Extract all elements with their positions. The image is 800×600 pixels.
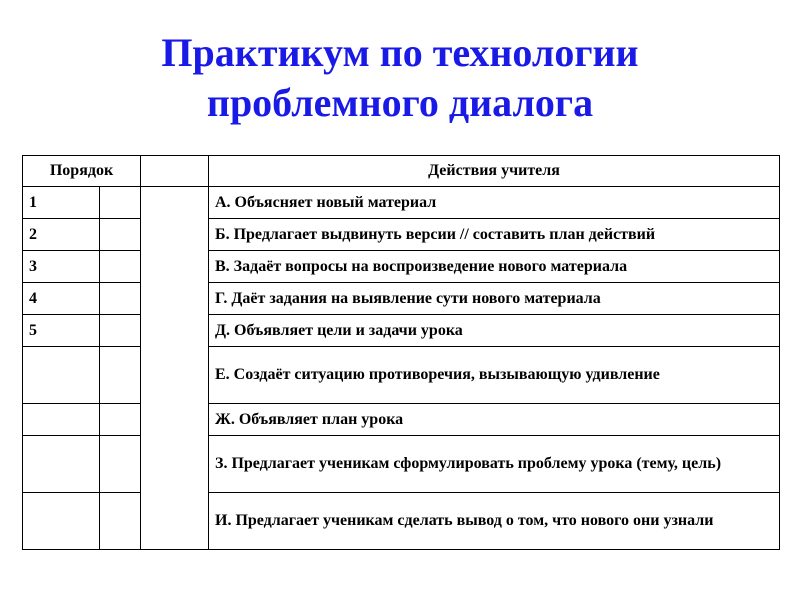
teacher-action: Е. Создаёт ситуацию противоречия, вызывающую удивление (209, 347, 780, 404)
answer-cell (100, 404, 141, 436)
answer-cell (100, 436, 141, 493)
page-title (0, 28, 800, 128)
table-row (23, 315, 780, 347)
row-number: 5 (23, 315, 100, 347)
row-number (23, 347, 100, 404)
table-row (23, 436, 780, 493)
answer-cell (100, 347, 141, 404)
table-header-row (23, 156, 780, 187)
answer-cell (100, 187, 141, 219)
teacher-action: З. Предлагает ученикам сформулировать проблему урока (тему, цель) (209, 436, 780, 493)
row-number: 4 (23, 283, 100, 315)
practice-table (22, 155, 780, 550)
row-number (23, 436, 100, 493)
blank-column-cell (141, 187, 209, 550)
table-row (23, 283, 780, 315)
row-number (23, 404, 100, 436)
teacher-action: А. Объясняет новый материал (209, 187, 780, 219)
title-line-2: проблемного диалога (206, 80, 594, 125)
table-row (23, 219, 780, 251)
answer-cell (100, 219, 141, 251)
row-number (23, 493, 100, 550)
table-row (23, 251, 780, 283)
teacher-action: Б. Предлагает выдвинуть версии // составить план действий (209, 219, 780, 251)
table-row (23, 404, 780, 436)
teacher-action: Ж. Объявляет план урока (209, 404, 780, 436)
answer-cell (100, 251, 141, 283)
row-number: 1 (23, 187, 100, 219)
header-empty (141, 156, 209, 187)
table-row (23, 493, 780, 550)
row-number: 2 (23, 219, 100, 251)
answer-cell (100, 315, 141, 347)
teacher-action: Г. Даёт задания на выявление сути нового материала (209, 283, 780, 315)
answer-cell (100, 493, 141, 550)
table-row (23, 347, 780, 404)
teacher-action: И. Предлагает ученикам сделать вывод о том, что нового они узнали (209, 493, 780, 550)
teacher-action: В. Задаёт вопросы на воспроизведение нового материала (209, 251, 780, 283)
header-order: Порядок (23, 156, 141, 187)
teacher-action: Д. Объявляет цели и задачи урока (209, 315, 780, 347)
table-row (23, 187, 780, 219)
row-number: 3 (23, 251, 100, 283)
title-line-1: Практикум по технологии (161, 30, 639, 75)
answer-cell (100, 283, 141, 315)
header-actions: Действия учителя (209, 156, 780, 187)
